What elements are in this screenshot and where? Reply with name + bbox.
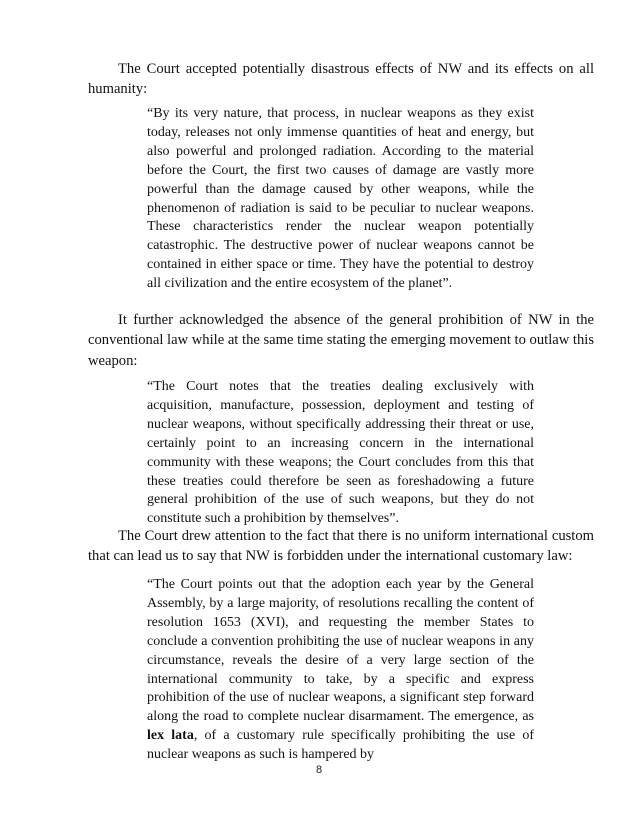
quote-treaties: “The Court notes that the treaties dealing exclusively with acquisition, manufacture, possession, deployment and testing of nuclear weapons, without specifically addressing their threat or use, certainly point to an increasing concern in the international community with these weapons; the Court concludes from this that these treaties could therefore be seen as foreshadowing a future general prohibition of the use of such weapons, but they do not constitute such a prohibition by themselves”. <box>147 379 534 527</box>
quote-general-assembly <box>147 576 534 765</box>
paragraph-further-acknowledged: It further acknowledged the absence of the general prohibition of NW in the conventional law while at the same time stating the emerging movement to outlaw this weapon: <box>88 312 594 369</box>
quote-text-end: , of a customary rule specifically prohibiting the use of nuclear weapons as such is hampered by <box>147 728 534 763</box>
paragraph-no-uniform-custom: The Court drew attention to the fact that there is no uniform international custom that can lead us to say that NW is forbidden under the international customary law: <box>88 528 594 565</box>
quote-nature-of-nuclear-weapons: “By its very nature, that process, in nuclear weapons as they exist today, releases not only immense quantities of heat and energy, but also powerful and prolonged radiation. According to the material before the Court, the first two causes of damage are vastly more powerful than the damage caused by other weapons, while the phenomenon of radiation is said to be peculiar to nuclear weapons. These characteristics render the nuclear weapon potentially catastrophic. The destructive power of nuclear weapons cannot be contained in either space or time. They have the potential to destroy all civilization and the entire ecosystem of the planet”. <box>147 106 534 292</box>
paragraph-court-accepted: The Court accepted potentially disastrous effects of NW and its effects on all humanity: <box>88 61 594 98</box>
page-number: 8 <box>315 764 323 776</box>
lex-lata-emphasis: lex lata <box>147 728 194 744</box>
quote-text-start: “The Court points out that the adoption each year by the General Assembly, by a large majority, of resolutions recalling the content of resolution 1653 (XVI), and requesting the member States to conclude a convention prohibiting the use of nuclear weapons in any circumstance, reveals the desire of a very large section of the international community to take, by a specific and express prohibition of the use of nuclear weapons, a significant step forward along the road to complete nuclear disarmament. The emergence, as <box>147 577 534 725</box>
